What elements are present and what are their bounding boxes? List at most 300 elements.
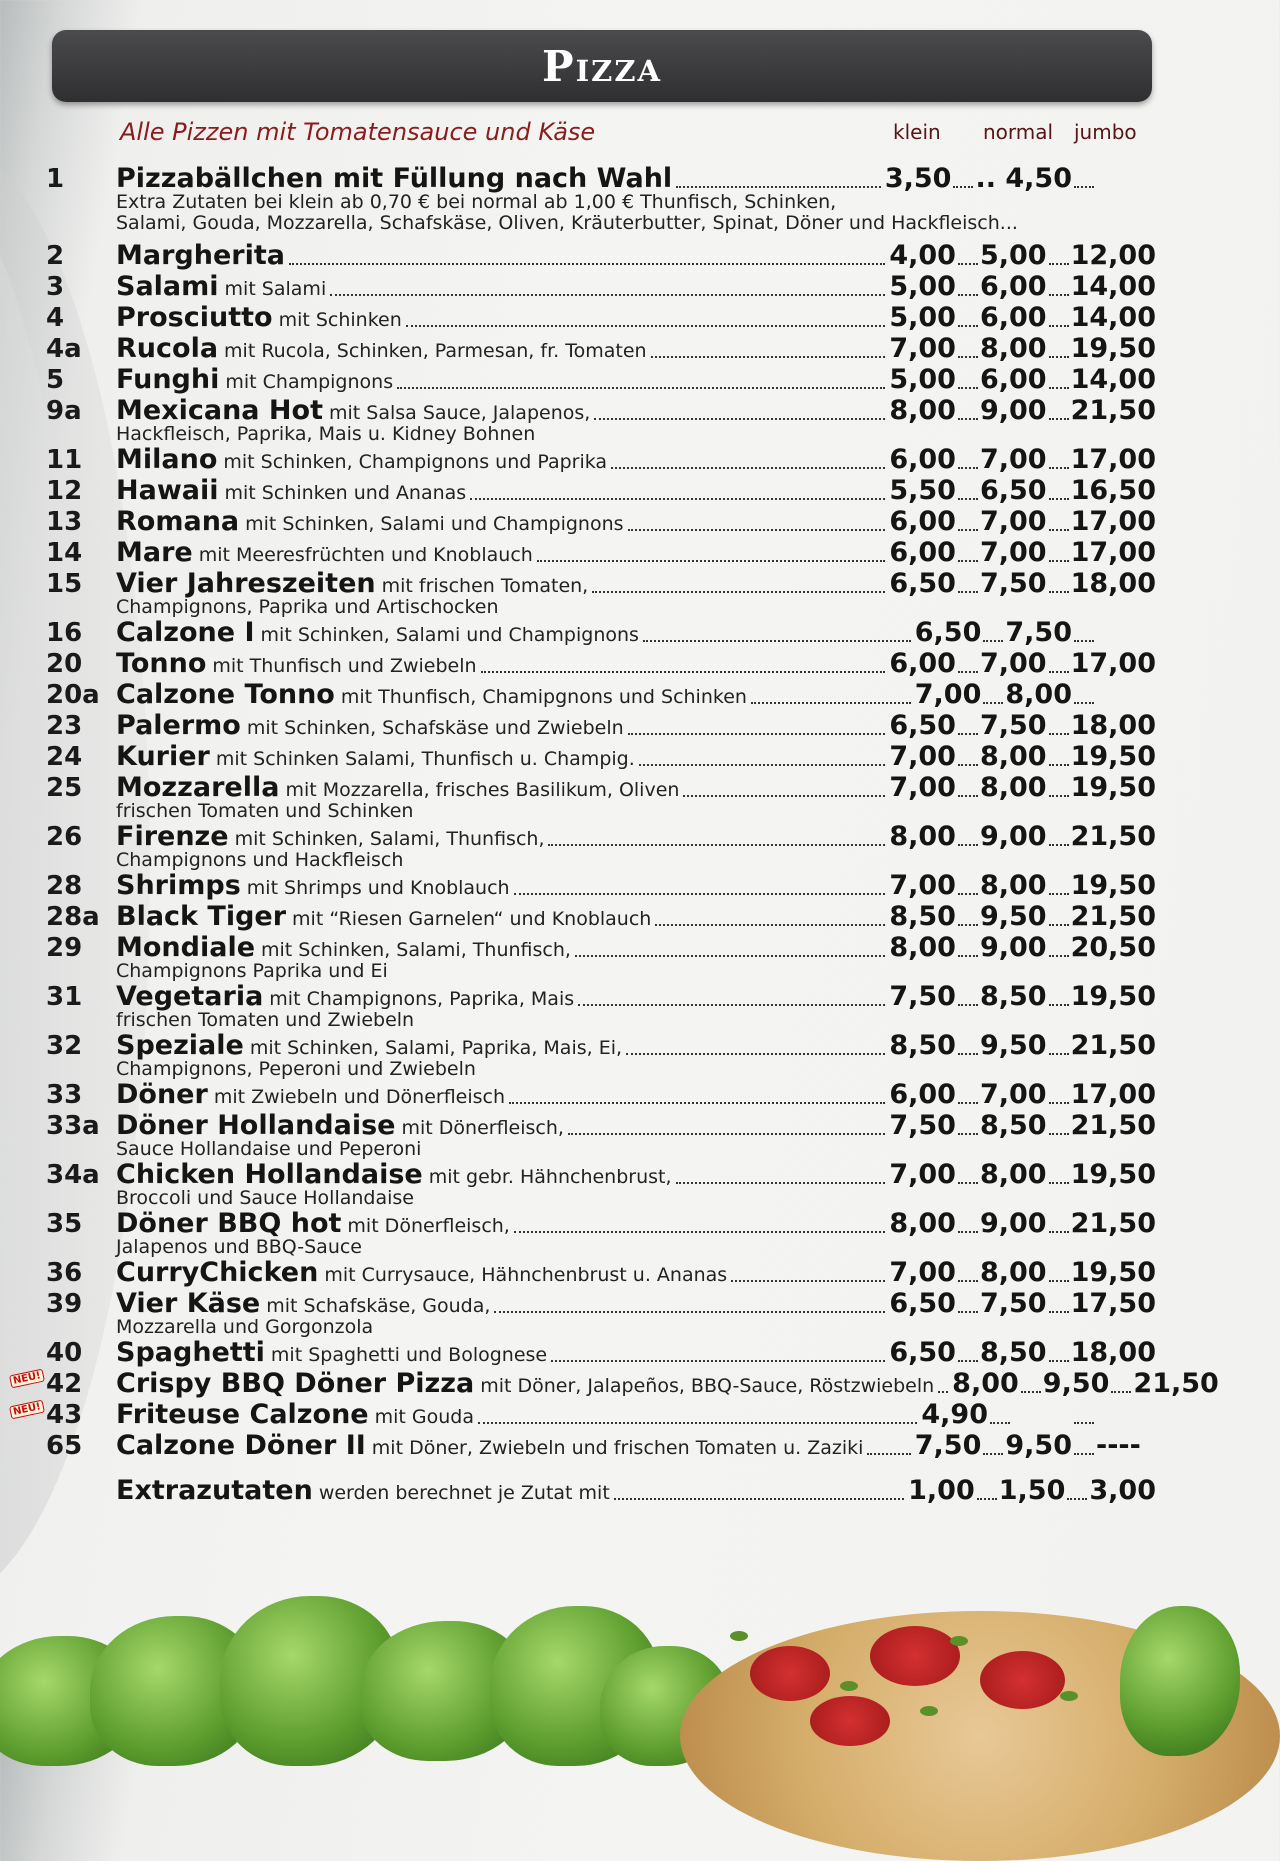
item-number: 42 [46, 1369, 83, 1399]
item-description-continued [116, 961, 388, 982]
item-prices [889, 444, 1156, 476]
item-name: Funghi [116, 364, 220, 395]
item-description: mit gebr. Hähnchenbrust, [428, 1166, 672, 1188]
item-number: 5 [46, 365, 65, 395]
price-separator [958, 498, 978, 500]
item-line [116, 1368, 1219, 1400]
menu-item [46, 870, 1156, 901]
price-separator [958, 418, 978, 420]
menu-item [46, 395, 1156, 444]
menu-item [46, 444, 1156, 475]
item-prices [889, 302, 1156, 334]
item-prices [889, 1288, 1156, 1320]
dotted-leader [568, 1133, 885, 1135]
dotted-leader [628, 733, 886, 735]
dotted-leader [537, 560, 886, 562]
menu-item [46, 333, 1156, 364]
item-name: Hawaii [116, 475, 219, 506]
price-separator [1049, 733, 1069, 735]
item-number: 15 [46, 569, 83, 599]
price-normal: 7,00 [979, 537, 1047, 568]
item-description: mit Thunfisch und Zwiebeln [212, 655, 477, 677]
price-klein: 7,00 [914, 679, 982, 710]
menu-item [46, 302, 1156, 333]
dotted-leader [289, 263, 885, 265]
item-name: Vier Käse [116, 1288, 261, 1319]
item-prices [889, 1257, 1156, 1289]
menu-item [46, 475, 1156, 506]
menu-item [46, 1288, 1156, 1337]
dotted-leader [676, 186, 881, 188]
price-jumbo: 18,00 [1070, 568, 1156, 599]
price-separator [1049, 1053, 1069, 1055]
item-name: CurryChicken [116, 1257, 319, 1288]
menu-item [46, 679, 1156, 710]
price-separator [958, 671, 978, 673]
item-name: Mare [116, 537, 193, 568]
item-prices [889, 1159, 1156, 1191]
item-name: Rucola [116, 333, 219, 364]
item-prices [915, 617, 1156, 649]
price-jumbo: 21,50 [1133, 1368, 1219, 1399]
salami-slice [870, 1626, 960, 1686]
dotted-leader [628, 529, 886, 531]
price-normal: 7,00 [979, 1079, 1047, 1110]
price-normal: 7,00 [979, 648, 1047, 679]
price-klein: 5,00 [889, 271, 956, 302]
item-description: mit Schinken Salami, Thunfisch u. Champig. [215, 748, 635, 770]
dotted-leader [655, 924, 885, 926]
item-number: 16 [46, 618, 83, 648]
price-separator [1049, 387, 1069, 389]
price-klein: 7,50 [889, 1110, 956, 1141]
item-name: Mondiale [116, 932, 256, 963]
price-normal: 7,50 [979, 1288, 1047, 1319]
price-separator [958, 294, 978, 296]
price-klein: 6,50 [914, 617, 982, 648]
column-header-klein: klein [893, 120, 941, 144]
menu-item [46, 1079, 1156, 1110]
price-separator [958, 795, 978, 797]
price-separator [1049, 560, 1069, 562]
price-separator [1049, 1311, 1069, 1313]
price-separator [1049, 294, 1069, 296]
menu-item [46, 568, 1156, 617]
price-jumbo: 21,50 [1070, 901, 1156, 932]
price-jumbo: 18,00 [1070, 1337, 1156, 1368]
price-separator [958, 1360, 978, 1362]
price-jumbo: 14,00 [1070, 302, 1156, 333]
dotted-leader [626, 1053, 885, 1055]
price-separator [958, 263, 978, 265]
price-klein: 6,50 [889, 1288, 956, 1319]
item-description-continued [116, 1010, 414, 1031]
item-prices [889, 1337, 1156, 1369]
price-klein: 3,50 [884, 163, 952, 194]
item-line [116, 710, 1156, 742]
price-jumbo: 19,50 [1070, 772, 1156, 803]
item-number: 11 [46, 445, 83, 475]
price-klein: 7,00 [889, 333, 956, 364]
price-separator [958, 1311, 978, 1313]
item-number: 65 [46, 1431, 83, 1461]
price-normal: 8,00 [979, 772, 1047, 803]
dotted-leader [514, 1231, 886, 1233]
price-klein: 1,00 [908, 1475, 975, 1506]
item-name: Speziale [116, 1030, 244, 1061]
price-klein: 8,00 [889, 821, 956, 852]
item-name: Calzone Tonno [116, 679, 335, 710]
menu-item [46, 741, 1156, 772]
price-separator [1049, 1133, 1069, 1135]
item-description-continued [116, 801, 413, 822]
item-prices [889, 395, 1156, 427]
description-line: Champignons Paprika und Ei [116, 960, 388, 982]
dotted-leader [751, 702, 911, 704]
item-number: 28a [46, 902, 100, 932]
item-prices [889, 475, 1156, 507]
price-normal: 6,00 [979, 364, 1047, 395]
price-normal: 8,00 [979, 1159, 1047, 1190]
dotted-leader [548, 844, 885, 846]
item-number: 29 [46, 933, 83, 963]
dotted-leader [592, 591, 885, 593]
item-prices [889, 710, 1156, 742]
description-line: Mozzarella und Gorgonzola [116, 1316, 374, 1338]
price-klein: 5,00 [889, 364, 956, 395]
menu-item [46, 1257, 1156, 1288]
item-description: mit Zwiebeln und Dönerfleisch [213, 1086, 506, 1108]
price-jumbo: 3,00 [1089, 1475, 1156, 1506]
item-line [116, 648, 1156, 680]
item-prices [889, 271, 1156, 303]
price-normal: 8,50 [979, 981, 1047, 1012]
price-jumbo: 21,50 [1070, 1110, 1156, 1141]
price-jumbo: 19,50 [1070, 1159, 1156, 1190]
menu-item [46, 1110, 1156, 1159]
price-normal: 7,00 [979, 506, 1047, 537]
item-description: mit Dönerfleisch, [401, 1117, 564, 1139]
price-separator [1049, 418, 1069, 420]
description-line: Salami, Gouda, Mozzarella, Schafskäse, Oliven, Kräuterbutter, Spinat, Döner und Hackfleisch... [116, 212, 1018, 234]
item-description: mit Salsa Sauce, Jalapenos, [328, 402, 591, 424]
item-description: mit Schinken, Salami, Thunfisch, [234, 828, 545, 850]
item-description: mit Schinken, Salami, Thunfisch, [261, 939, 571, 961]
price-separator [958, 1182, 978, 1184]
price-jumbo: 16,50 [1070, 475, 1156, 506]
price-separator [1049, 356, 1069, 358]
item-name: Calzone Döner II [116, 1430, 366, 1461]
item-line [116, 364, 1156, 396]
price-separator [1074, 1453, 1094, 1455]
item-line [116, 870, 1156, 902]
description-line: frischen Tomaten und Zwiebeln [116, 1009, 415, 1031]
item-description: mit Gouda [374, 1406, 474, 1428]
item-name: Prosciutto [116, 302, 273, 333]
menu-item [46, 710, 1156, 741]
item-name: Romana [116, 506, 240, 537]
dotted-leader [938, 1391, 948, 1393]
description-line: Champignons, Peperoni und Zwiebeln [116, 1058, 476, 1080]
item-name: Margherita [116, 240, 285, 271]
price-jumbo: 21,50 [1070, 395, 1156, 426]
dotted-leader [470, 498, 885, 500]
price-klein: 7,00 [889, 741, 956, 772]
item-description: mit Rucola, Schinken, Parmesan, fr. Tomaten [224, 340, 647, 362]
price-separator [958, 1004, 978, 1006]
dotted-leader [731, 1280, 885, 1282]
price-separator [958, 844, 978, 846]
item-description: mit Dönerfleisch, [347, 1215, 510, 1237]
price-jumbo: 19,50 [1070, 981, 1156, 1012]
item-description: mit Thunfisch, Chamipgnons und Schinken [340, 686, 747, 708]
item-number: 1 [46, 164, 65, 194]
item-number: 23 [46, 711, 83, 741]
item-name: Tonno [116, 648, 207, 679]
item-description: mit Schinken, Champignons und Paprika [223, 451, 608, 473]
item-number: 4a [46, 334, 82, 364]
item-number: 24 [46, 742, 83, 772]
item-number: 39 [46, 1289, 83, 1319]
item-name: Mexicana Hot [116, 395, 323, 426]
price-normal: 9,00 [979, 821, 1047, 852]
price-jumbo: 19,50 [1070, 870, 1156, 901]
price-separator [958, 560, 978, 562]
price-klein: 6,50 [889, 1337, 956, 1368]
item-line [116, 1475, 1156, 1507]
item-name: Döner Hollandaise [116, 1110, 396, 1141]
price-separator [958, 467, 978, 469]
price-jumbo: 14,00 [1070, 364, 1156, 395]
menu-item [46, 901, 1156, 932]
basil-leaf [950, 1636, 968, 1646]
new-badge: NEU! [9, 1400, 45, 1420]
item-prices [915, 679, 1156, 711]
item-prices [889, 333, 1156, 365]
item-description: mit Salami [224, 278, 327, 300]
price-klein: 8,00 [889, 932, 956, 963]
item-name: Mozzarella [116, 772, 280, 803]
item-number: 43 [46, 1400, 83, 1430]
price-separator [983, 1453, 1003, 1455]
price-normal: 9,50 [979, 1030, 1047, 1061]
dotted-leader [683, 795, 885, 797]
item-prices [889, 772, 1156, 804]
item-line [116, 1337, 1156, 1369]
dotted-leader [639, 764, 886, 766]
item-number: 3 [46, 272, 65, 302]
subtitle: Alle Pizzen mit Tomatensauce und Käse [120, 118, 596, 146]
price-normal: 8,50 [979, 1110, 1047, 1141]
item-description: mit Schinken und Ananas [224, 482, 467, 504]
price-jumbo: 17,50 [1070, 1288, 1156, 1319]
description-line: Jalapenos und BBQ-Sauce [116, 1236, 362, 1258]
price-separator [1049, 498, 1069, 500]
price-jumbo: 18,00 [1070, 710, 1156, 741]
price-jumbo: 21,50 [1070, 1030, 1156, 1061]
price-separator [958, 591, 978, 593]
price-separator [1049, 764, 1069, 766]
item-prices [889, 870, 1156, 902]
item-name: Spaghetti [116, 1337, 265, 1368]
menu-item [46, 1430, 1156, 1461]
menu-item [46, 1208, 1156, 1257]
price-klein: 4,00 [889, 240, 956, 271]
pizza-menu-list [12, 163, 1219, 1506]
dotted-leader [514, 893, 886, 895]
price-normal: 9,50 [1042, 1368, 1110, 1399]
price-klein: 5,50 [889, 475, 956, 506]
item-prices [952, 1368, 1219, 1400]
item-prices [921, 1399, 1156, 1431]
item-number: 26 [46, 822, 83, 852]
menu-item [46, 1030, 1156, 1079]
price-klein: 8,50 [889, 1030, 956, 1061]
price-klein: 7,50 [914, 1430, 982, 1461]
item-number: 34a [46, 1160, 100, 1190]
item-name: Firenze [116, 821, 229, 852]
price-klein: 7,00 [889, 1159, 956, 1190]
item-prices [915, 1430, 1156, 1462]
price-normal: 7,00 [979, 444, 1047, 475]
item-line [116, 444, 1156, 476]
item-name: Calzone I [116, 617, 255, 648]
description-line: Broccoli und Sauce Hollandaise [116, 1187, 414, 1209]
description-line: Champignons und Hackfleisch [116, 849, 404, 871]
price-separator [958, 325, 978, 327]
price-jumbo: 21,50 [1070, 1208, 1156, 1239]
price-klein: 8,50 [889, 901, 956, 932]
item-prices [889, 1110, 1156, 1142]
item-line [116, 333, 1156, 365]
price-jumbo: 19,50 [1070, 1257, 1156, 1288]
price-separator [958, 764, 978, 766]
item-description-continued [116, 1059, 476, 1080]
item-prices [889, 901, 1156, 933]
price-klein: 8,00 [889, 395, 956, 426]
price-normal: 8,00 [979, 870, 1047, 901]
item-description: mit Schinken, Salami und Champignons [260, 624, 639, 646]
item-line [116, 240, 1156, 272]
menu-item [12, 1399, 1156, 1430]
price-separator [958, 893, 978, 895]
basil-leaf [730, 1631, 748, 1641]
menu-item [46, 648, 1156, 679]
footer-decoration [0, 1576, 1200, 1736]
price-separator [958, 1231, 978, 1233]
menu-item [46, 1159, 1156, 1208]
price-normal: 6,50 [979, 475, 1047, 506]
price-normal: 1,50 [998, 1475, 1066, 1506]
item-prices [889, 648, 1156, 680]
price-klein: 6,00 [889, 1079, 956, 1110]
new-badge: NEU! [9, 1369, 45, 1389]
item-description-continued [116, 850, 403, 871]
item-number: 12 [46, 476, 83, 506]
dotted-leader [611, 467, 885, 469]
item-description: werden berechnet je Zutat mit [318, 1482, 610, 1504]
price-normal: 7,50 [979, 710, 1047, 741]
item-line [116, 1430, 1156, 1462]
menu-item [46, 932, 1156, 981]
price-jumbo: 20,50 [1070, 932, 1156, 963]
item-number: 14 [46, 538, 83, 568]
price-separator [958, 1053, 978, 1055]
price-separator [1049, 325, 1069, 327]
price-jumbo: ---- [1096, 1430, 1141, 1461]
item-name: Milano [116, 444, 218, 475]
price-separator [1049, 795, 1069, 797]
price-jumbo: 17,00 [1070, 444, 1156, 475]
item-line [116, 271, 1156, 303]
dotted-leader [867, 1453, 910, 1455]
item-line [116, 741, 1156, 773]
price-normal: 8,00 [1005, 679, 1072, 710]
item-name: Vier Jahreszeiten [116, 568, 376, 599]
item-description: mit Döner, Zwiebeln und frischen Tomaten u. Zaziki [371, 1437, 864, 1459]
menu-item [46, 240, 1156, 271]
price-separator [1049, 671, 1069, 673]
dotted-leader [651, 356, 886, 358]
item-name: Salami [116, 271, 219, 302]
item-line [116, 679, 1156, 711]
item-description: mit frischen Tomaten, [381, 575, 589, 597]
dotted-leader [406, 325, 886, 327]
price-klein: 5,00 [889, 302, 956, 333]
price-klein: 8,00 [952, 1368, 1019, 1399]
menu-item [46, 506, 1156, 537]
item-description: mit Shrimps und Knoblauch [246, 877, 510, 899]
item-line [116, 901, 1156, 933]
price-klein: 7,00 [889, 772, 956, 803]
salami-slice [810, 1696, 890, 1746]
item-number: 40 [46, 1338, 83, 1368]
price-normal: .. 4,50 [975, 163, 1072, 194]
item-description: mit Schinken, Salami und Champignons [245, 513, 624, 535]
dotted-leader [594, 418, 885, 420]
price-separator [1049, 529, 1069, 531]
item-number: 13 [46, 507, 83, 537]
price-normal: 9,00 [979, 395, 1047, 426]
price-separator [1049, 591, 1069, 593]
item-name: Friteuse Calzone [116, 1399, 369, 1430]
item-number: 35 [46, 1209, 83, 1239]
item-description: mit Meeresfrüchten und Knoblauch [198, 544, 533, 566]
price-normal: 7,50 [979, 568, 1047, 599]
price-separator [1049, 844, 1069, 846]
price-normal: 6,00 [979, 271, 1047, 302]
dotted-leader [494, 1311, 885, 1313]
price-normal: 7,50 [1005, 617, 1072, 648]
item-prices [889, 1208, 1156, 1240]
item-description: mit Schafskäse, Gouda, [266, 1295, 491, 1317]
column-header-jumbo: jumbo [1074, 120, 1137, 144]
price-separator [1049, 1360, 1069, 1362]
description-line: Hackfleisch, Paprika, Mais u. Kidney Bohnen [116, 423, 536, 445]
description-line: Champignons, Paprika und Artischocken [116, 596, 499, 618]
menu-item [46, 271, 1156, 302]
item-description: mit Champignons, Paprika, Mais [269, 988, 575, 1010]
item-description: mit Schinken, Schafskäse und Zwiebeln [246, 717, 624, 739]
item-number: 20 [46, 649, 83, 679]
salami-slice [750, 1646, 830, 1701]
price-separator [958, 955, 978, 957]
price-klein: 6,00 [889, 444, 956, 475]
price-separator [1049, 924, 1069, 926]
dotted-leader [614, 1498, 904, 1500]
item-description: mit Schinken [278, 309, 402, 331]
item-description: mit “Riesen Garnelen“ und Knoblauch [292, 908, 652, 930]
